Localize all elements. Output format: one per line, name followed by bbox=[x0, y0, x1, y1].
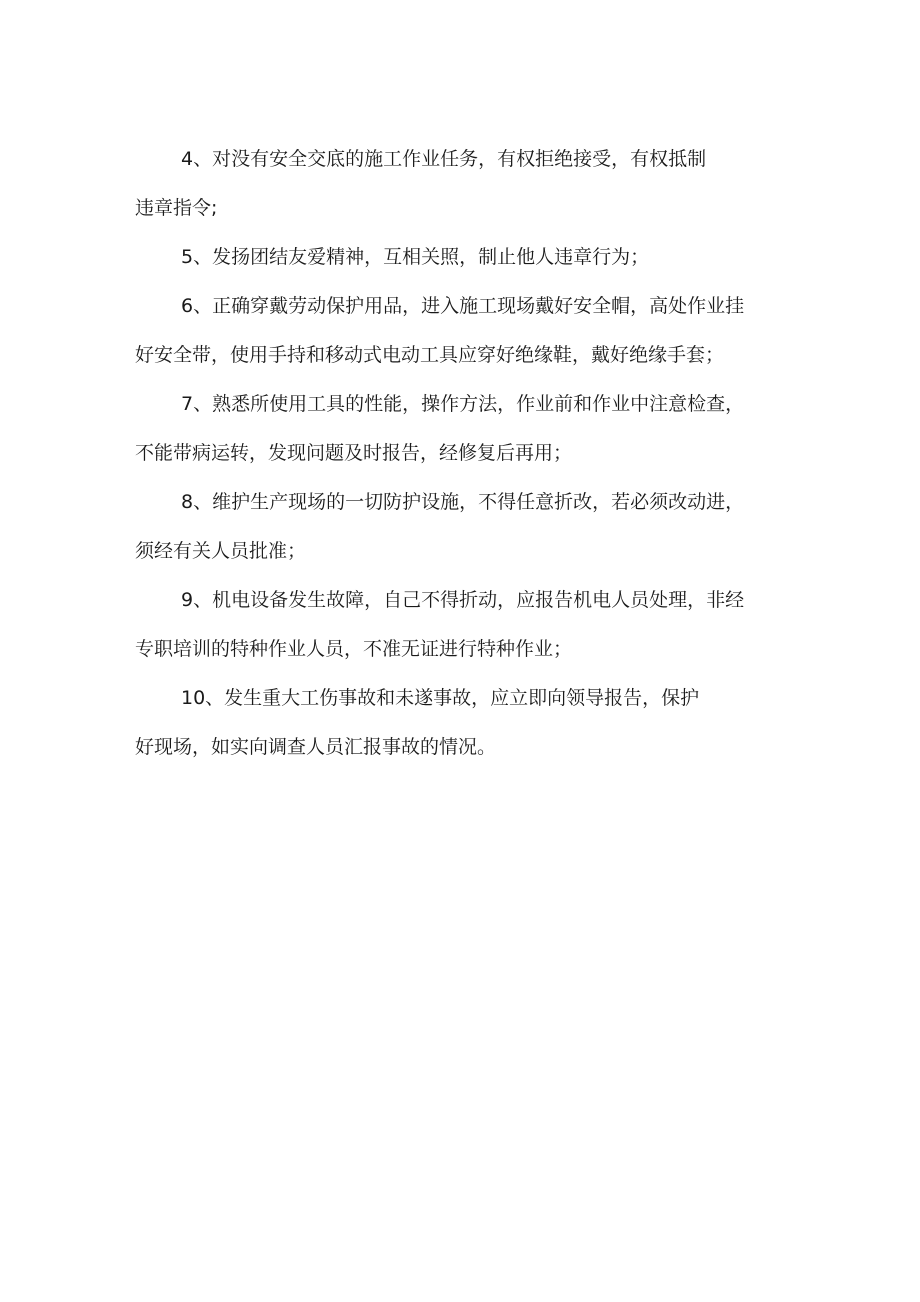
paragraph-line: 须经有关人员批准； bbox=[135, 540, 307, 562]
rule-item-8 bbox=[135, 486, 795, 584]
rule-item-5 bbox=[135, 241, 795, 290]
paragraph-line: 违章指令; bbox=[135, 197, 218, 219]
paragraph-line: 专职培训的特种作业人员，不准无证进行特种作业； bbox=[135, 638, 573, 660]
rule-item-10 bbox=[135, 682, 795, 780]
paragraph-line: 10、发生重大工伤事故和未遂事故，应立即向领导报告，保护 bbox=[181, 687, 700, 709]
rule-item-9 bbox=[135, 584, 795, 682]
paragraph-line: 8、维护生产现场的一切防护设施，不得任意折改，若必须改动进， bbox=[181, 491, 745, 513]
rule-item-7 bbox=[135, 388, 795, 486]
document-body bbox=[135, 143, 795, 780]
rule-item-4 bbox=[135, 143, 795, 241]
paragraph-line: 7、熟悉所使用工具的性能，操作方法，作业前和作业中注意检查， bbox=[181, 393, 745, 415]
paragraph-line: 好现场，如实向调查人员汇报事故的情况。 bbox=[135, 736, 497, 758]
paragraph-line: 9、机电设备发生故障，自己不得折动，应报告机电人员处理，非经 bbox=[181, 589, 745, 611]
paragraph-line: 6、正确穿戴劳动保护用品，进入施工现场戴好安全帽，高处作业挂 bbox=[181, 295, 745, 317]
paragraph-line: 好安全带，使用手持和移动式电动工具应穿好绝缘鞋，戴好绝缘手套； bbox=[135, 344, 725, 366]
rule-item-6 bbox=[135, 290, 795, 388]
paragraph-line: 不能带病运转，发现问题及时报告，经修复后再用； bbox=[135, 442, 573, 464]
paragraph-line: 4、对没有安全交底的施工作业任务，有权拒绝接受，有权抵制 bbox=[181, 148, 707, 170]
paragraph-line: 5、发扬团结友爱精神，互相关照，制止他人违章行为； bbox=[181, 246, 650, 268]
